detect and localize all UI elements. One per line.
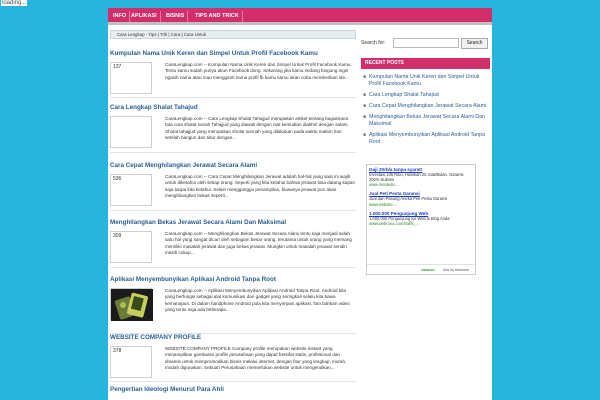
ads-by-label[interactable]: Ads by Adsense	[443, 268, 469, 272]
bullet-icon: ■	[363, 74, 367, 80]
top-navbar	[108, 8, 492, 25]
ad-title[interactable]: Jual Peti Pesta Garansi	[369, 191, 420, 197]
bullet-icon: ■	[363, 114, 367, 120]
recent-post-link[interactable]: ■ Menghilangkan Bekas Jerawat Secara Alami Dan Maksimal	[363, 114, 486, 127]
thumbnail-label: 309	[113, 233, 122, 239]
post-thumbnail[interactable]	[110, 231, 152, 263]
ad-entry[interactable]	[369, 211, 473, 226]
ad-url[interactable]: www.webrona.com/traffic_...	[369, 220, 421, 226]
bullet-icon: ■	[363, 103, 367, 109]
main-content	[110, 30, 356, 400]
sidebar	[361, 30, 492, 400]
ad-title[interactable]: 1.000.000 Pengunjung Web	[369, 210, 429, 216]
recent-post-link[interactable]: ■ Cara Lengkap Shalat Tahajud	[363, 92, 439, 98]
thumbnail-label: 137	[113, 64, 122, 70]
recent-posts-header: RECENT POSTS	[361, 58, 490, 69]
recent-post-link[interactable]: ■ Aplikasi Menyembunyikan Aplikasi Android Tanpa Root	[363, 132, 485, 145]
search-button[interactable]: Search	[461, 38, 488, 49]
ad-description: Jual dan Pasang Aneka Peti Pesta Garansi	[369, 196, 448, 202]
nav-item-info[interactable]: INFO	[110, 11, 130, 22]
loading-indicator: loading...	[2, 0, 27, 6]
post-divider	[110, 152, 356, 153]
recent-post-link[interactable]: ■ Cara Cepat Menghilangkan Jerawat Secara Alami	[363, 103, 487, 109]
breadcrumb: Cara Lengkap - Tips | Trik | Cara | Cara Untuk	[110, 30, 356, 39]
recent-post-link[interactable]: ■ Kumpulan Nama Unik Keren dan Simpel Untuk Profil Facebook Kamu	[363, 74, 480, 87]
ad-url[interactable]: www.meutedu...	[369, 182, 399, 188]
thumbnail-label: 536	[113, 176, 122, 182]
post-excerpt: CaraLengkap.com -- Kumpulan Nama Unik Keren dan Simpel Untuk Profil Facebook Kamu. Tentu kamu sudah punya akun Facebook dong. Sekarang jika kamu sedang bingung ingin ngasih nama atau mau mengganti nama profil fb kamu kamu akan coba memberikan ide...	[165, 62, 352, 80]
search-label: Search for:	[361, 40, 386, 46]
post-title-link[interactable]: Kumpulan Nama Unik Keren dan Simpel Untuk Profil Facebook Kamu	[110, 50, 318, 57]
ad-description: 1.000.000 Pengunjung Ke Web & Blog Anda	[369, 215, 450, 221]
post-thumbnail[interactable]	[110, 62, 152, 94]
recent-posts-list	[361, 74, 490, 150]
post-excerpt: CaraLengkap.com -- Menghilangkan Bekas Jerawat Secara Alami tentu saja menjadi salah satu hal yang sangat dicari oleh sebagian besar orang, terutama untuk orang yang memang memiliki masalah jerawat dan juga bekas jerawat. Mungkin untuk masalah jerawat sendiri masih cukup...	[165, 231, 352, 256]
bullet-icon: ■	[363, 132, 367, 138]
post-title-link[interactable]: Menghilangkan Bekas Jerawat Secara Alami Dan Maksimal	[110, 219, 287, 226]
post-divider	[110, 381, 356, 382]
post-title-link[interactable]: Cara Lengkap Shalat Tahajud	[110, 104, 198, 111]
nav-item-bisnis[interactable]: BISNIS	[163, 11, 188, 22]
nav-item-aplikasi[interactable]: APLIKASI	[128, 11, 161, 22]
post-thumbnail[interactable]	[110, 288, 152, 320]
post-title-link[interactable]: Pengertian Ideologi Menurut Para Ahli	[110, 386, 224, 393]
post-excerpt: CaraLengkap.com -- Aplikasi Menyembunyikan Aplikasi Android Tanpa Root. Android kita yang berfungsi sebagai alat komunikasi dan gadget yang seringkali selalu kita bawa kemanapun. Di dalam handphone Android pula kita menyimpan aplikasi, foto bahkan video yang tentu saja ada beberapa...	[165, 288, 350, 313]
ad-footer	[367, 264, 475, 274]
post-divider	[110, 267, 356, 268]
post-excerpt: CaraLengkap.com -- Cara Cepat Menghilangkan Jerawat adalah hal-hal yang saat ini wajib untuk diketahui oleh setiap orang. Seperti yang kita ketahui bahwa jerawat bisa datang kapan saja tanpa kita ketahui. Selain mengganggu penampilan, biasanya jerawat pun akan menghilangkan bekas seperti...	[165, 174, 356, 199]
post-title-link[interactable]: WEBSITE COMPANY PROFILE	[110, 334, 202, 341]
ad-title[interactable]: Gaji 20rb/a tanpa syarat!	[369, 167, 423, 172]
post-thumbnail[interactable]	[110, 116, 152, 148]
post-excerpt: WEBSITE COMPANY PROFILE Company profile merupakan website instant yang menampilkan gambaran profile perusahaan yang dapat bersifat statis, profesional dan dinamis untuk mempromosikan bisnis melalui internet, dengan fitur yang lengkap, murah, mudah digunakan. Sebuah Perusahaan memerlukan website untuk mengenalkan...	[165, 346, 347, 371]
post-thumbnail[interactable]	[110, 174, 152, 206]
post-title-link[interactable]: Cara Cepat Menghilangkan Jerawat Secara Alami	[110, 162, 258, 169]
bullet-icon: ■	[363, 92, 367, 98]
search-input[interactable]	[393, 38, 459, 48]
post-title-link[interactable]: Aplikasi Menyembunyikan Aplikasi Android Tanpa Root	[110, 276, 276, 283]
page-container	[108, 8, 492, 400]
post-divider	[110, 210, 356, 211]
android-phones-icon	[111, 289, 153, 321]
ad-url[interactable]: www.website...	[369, 201, 397, 207]
ad-entry[interactable]	[369, 191, 473, 206]
ad-widget	[366, 164, 476, 275]
post-divider	[110, 97, 356, 98]
post-thumbnail[interactable]	[110, 346, 152, 378]
post-excerpt: CaraLengkap.com -- Cara Lengkap Shalat Tahajjud merupakan artikel tentang bagaimana tata cara shalat sunah Tahajjud yang diawali dengan niat kemudian diakhiri dengan salam. Sholat tahajjud yang merupakan sholat sunnah yang dilakukan pada waktu malam hari setelah bangun dari tidur dengan...	[165, 116, 349, 141]
thumbnail-label: 378	[113, 348, 122, 354]
nav-item-tips-and-trick[interactable]: TIPS AND TRICK	[192, 11, 243, 22]
ad-brand-logo[interactable]: cibalum	[421, 268, 435, 272]
ad-description: Investasi 105 Ribu, Hasilkan 20 Juta/Bulan. Garansi 200% Sukses	[369, 172, 464, 183]
ad-entry[interactable]	[369, 167, 473, 187]
